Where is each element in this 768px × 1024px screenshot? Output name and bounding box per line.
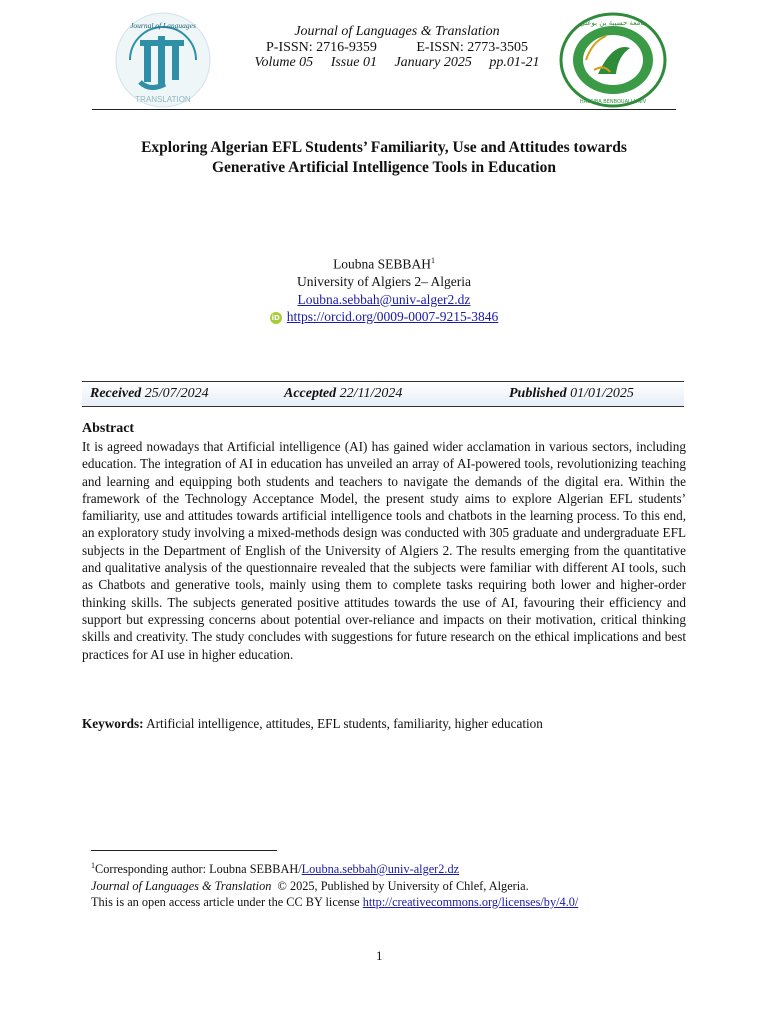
published-label: Published [509, 386, 567, 401]
footnotes [91, 858, 691, 911]
accepted-date [284, 384, 402, 404]
header-divider [92, 109, 676, 110]
e-issn: E-ISSN: 2773-3505 [416, 39, 528, 55]
license-link[interactable]: http://creativecommons.org/licenses/by/4.0/ [362, 895, 579, 910]
author-email-link[interactable]: Loubna.sebbah@univ-alger2.dz [297, 291, 471, 307]
received-date [90, 384, 209, 404]
orcid-line [184, 308, 584, 326]
abstract-heading: Abstract [82, 421, 135, 436]
corresponding-email-link[interactable]: Loubna.sebbah@univ-alger2.dz [301, 862, 460, 877]
accepted-label: Accepted [284, 386, 337, 401]
journal-logo [110, 10, 216, 110]
author-name: Loubna SEBBAH [333, 256, 431, 272]
university-logo [558, 12, 668, 108]
title-line-1: Exploring Algerian EFL Students’ Familiarity, Use and Attitudes towards [141, 139, 627, 156]
orcid-link[interactable]: https://orcid.org/0009-0007-9215-3846 [286, 309, 499, 324]
author-block [184, 252, 584, 326]
abstract-text: It is agreed nowadays that Artificial intelligence (AI) has gained wider acclamation in various sectors, including education. The integration of AI in education has unveiled an array of AI-powered tools, revolutionizing teaching and learning and equipping both students and teachers to navigate the demands of the digital era. Within the framework of the Technology Acceptance Model, the present study aims to explore Algerian EFL students’ familiarity, use and attitudes towards artificial intelligence tools and chatbots in the learning process. To this end, an exploratory study involving a mixed-methods design was conducted with 305 graduate and undergraduate EFL subjects in the Department of English of the University of Algiers 2. The results emerging from the quantitative and qualitative analysis of the questionnaire revealed that the subjects were familiar with different AI tools, such as Chatbots and generative tools, mainly using them to complete tasks requiring both lower and higher-order thinking skills. The subjects generated positive attitudes towards the use of AI, favouring their efficiency and support but expressing concerns about potential over-reliance and impacts on their motivation, critical thinking skills and creativity. The study concludes with suggestions for future research on the ethical implications and best practices for AI use in higher education. [82, 439, 686, 662]
received-value: 25/07/2024 [144, 386, 209, 401]
license-prefix: This is an open access article under the CC BY license [91, 895, 363, 910]
journal-name: Journal of Languages & Translation [294, 24, 500, 39]
copyright-text: © 2025, Published by University of Chlef, Algeria. [271, 878, 529, 893]
article-title [82, 138, 686, 178]
footnote-marker: 1 [91, 861, 95, 870]
received-label: Received [90, 386, 142, 401]
svg-text:Journal of Languages: Journal of Languages [130, 21, 196, 30]
orcid-icon: iD [271, 314, 280, 322]
issue: Issue 01 [330, 55, 377, 70]
footnote-divider [91, 850, 277, 851]
svg-text:HASSIBA BENBOUALI UNIV: HASSIBA BENBOUALI UNIV [579, 99, 647, 105]
svg-text:TRANSLATION: TRANSLATION [135, 95, 191, 104]
journal-header [92, 8, 676, 110]
footnote-journal-name: Journal of Languages & Translation [91, 878, 272, 893]
author-superscript: 1 [430, 256, 435, 265]
journal-info [252, 24, 542, 71]
issn-line [252, 40, 542, 56]
license-note [91, 894, 691, 911]
volume-line [252, 55, 542, 71]
page-range: pp.01-21 [489, 55, 540, 70]
author-name-line [184, 252, 584, 273]
keywords-label: Keywords: [82, 716, 144, 731]
issue-date: January 2025 [394, 55, 472, 70]
svg-text:جامعة حسيبة بن بوعلي: جامعة حسيبة بن بوعلي [579, 19, 647, 27]
corresponding-author-note [91, 858, 691, 878]
copyright-note [91, 878, 691, 895]
dates-bar [82, 381, 684, 407]
keywords [82, 715, 686, 732]
corresponding-prefix: Corresponding author: Loubna SEBBAH/ [95, 862, 302, 877]
published-value: 01/01/2025 [570, 386, 634, 401]
author-affiliation: University of Algiers 2– Algeria [297, 274, 471, 289]
p-issn: P-ISSN: 2716-9359 [266, 39, 377, 55]
page-number: 1 [376, 948, 383, 963]
published-date [509, 384, 634, 404]
accepted-value: 22/11/2024 [339, 386, 403, 401]
volume: Volume 05 [254, 55, 314, 70]
keywords-text: Artificial intelligence, attitudes, EFL students, familiarity, higher education [143, 716, 543, 731]
title-line-2: Generative Artificial Intelligence Tools in Education [211, 159, 556, 176]
